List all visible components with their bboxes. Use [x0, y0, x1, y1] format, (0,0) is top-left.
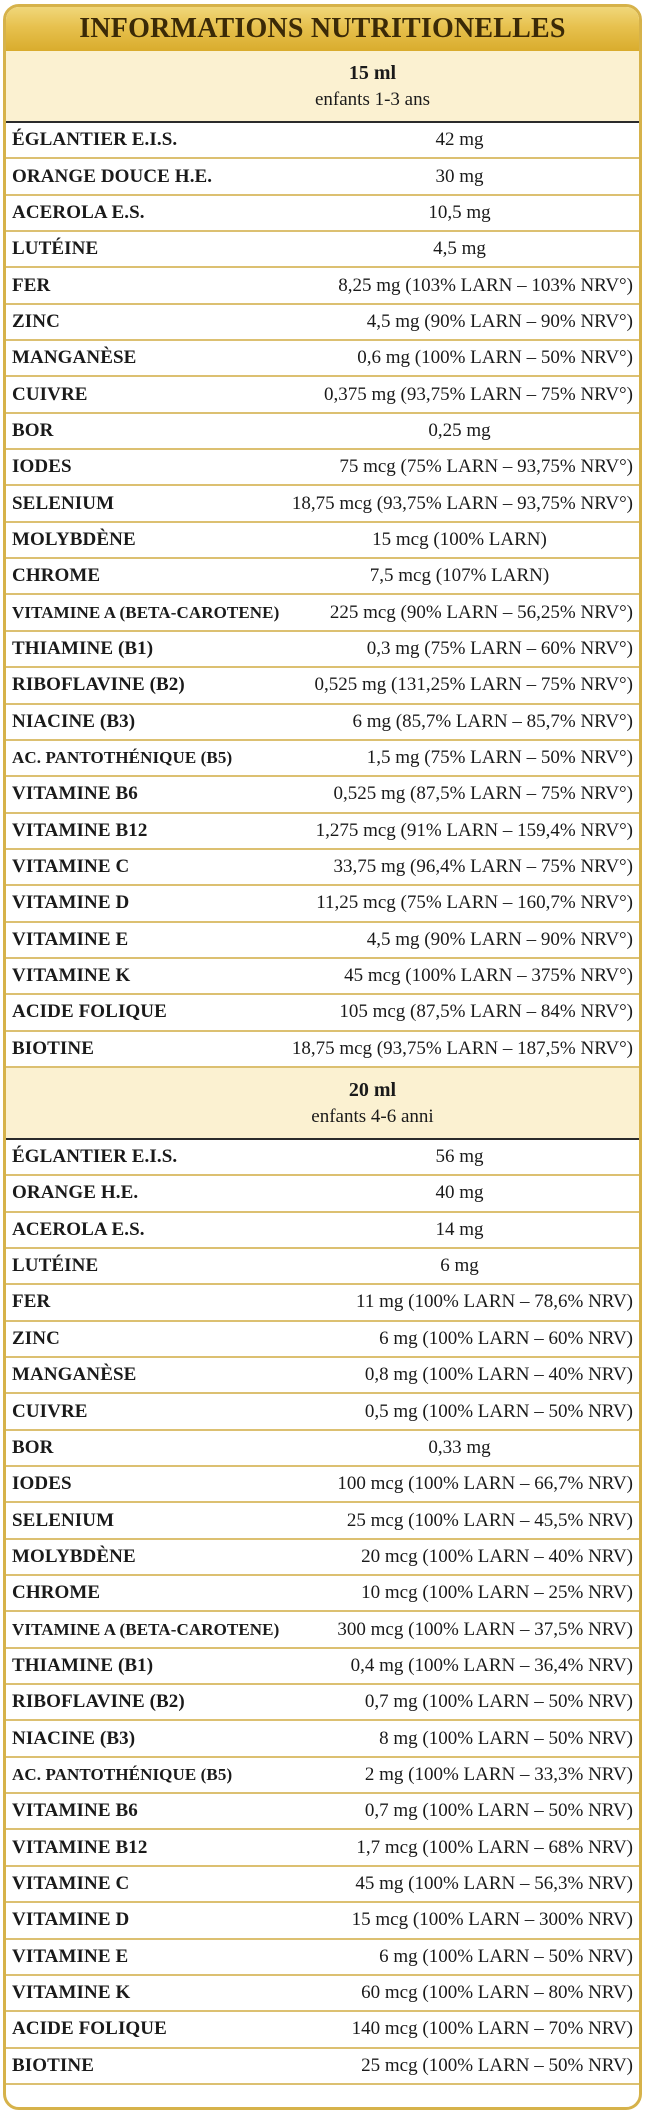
nutrient-name: VITAMINE C — [12, 1872, 130, 1894]
table-row — [6, 741, 639, 777]
table-row — [6, 1285, 639, 1321]
table-row — [6, 1503, 639, 1539]
nutrient-name: VITAMINE B6 — [12, 783, 138, 805]
nutrient-value: 45 mg (100% LARN – 56,3% NRV) — [355, 1872, 633, 1894]
table-row — [6, 850, 639, 886]
serving-quantity: 20 ml — [348, 1078, 397, 1101]
nutrient-name: FER — [12, 274, 51, 296]
nutrient-name: CUIVRE — [12, 383, 88, 405]
table-row — [6, 559, 639, 595]
nutrient-value: 4,5 mg — [433, 238, 486, 260]
table-row — [6, 1032, 639, 1068]
table-row — [6, 1213, 639, 1249]
table-row — [6, 1249, 639, 1285]
section-header — [6, 51, 639, 123]
nutrient-value: 45 mcg (100% LARN – 375% NRV°) — [344, 965, 633, 987]
nutrient-name: ACIDE FOLIQUE — [12, 2018, 167, 2040]
nutrient-value: 33,75 mg (96,4% LARN – 75% NRV°) — [333, 856, 633, 878]
nutrient-name: VITAMINE B12 — [12, 1836, 148, 1858]
nutrient-name: BOR — [12, 1436, 54, 1458]
nutrient-value: 2 mg (100% LARN – 33,3% NRV) — [364, 1763, 633, 1785]
nutrient-name: ORANGE H.E. — [12, 1182, 139, 1204]
nutrient-value: 25 mcg (100% LARN – 50% NRV) — [361, 2054, 633, 2076]
nutrient-value: 1,7 mcg (100% LARN – 68% NRV) — [356, 1836, 633, 1858]
table-row — [6, 1358, 639, 1394]
nutrient-value: 6 mg (100% LARN – 60% NRV) — [379, 1327, 633, 1349]
nutrient-name: CHROME — [12, 565, 101, 587]
nutrient-name: MANGANÈSE — [12, 1364, 137, 1386]
table-row — [6, 377, 639, 413]
table-row — [6, 2049, 639, 2085]
table-row — [6, 123, 639, 159]
nutrient-name: AC. PANTOTHÉNIQUE (B5) — [12, 1764, 233, 1784]
nutrient-name: CHROME — [12, 1582, 101, 1604]
nutrient-name: VITAMINE K — [12, 965, 131, 987]
table-row — [6, 1830, 639, 1866]
nutrient-name: VITAMINE D — [12, 1909, 130, 1931]
nutrient-value: 14 mg — [435, 1218, 484, 1240]
table-row — [6, 1431, 639, 1467]
table-row — [6, 886, 639, 922]
table-row — [6, 1176, 639, 1212]
table-row — [6, 159, 639, 195]
nutrient-name: CUIVRE — [12, 1400, 88, 1422]
table-row — [6, 1576, 639, 1612]
nutrient-name: VITAMINE A (BETA-CAROTENE) — [12, 602, 280, 622]
nutrient-name: LUTÉINE — [12, 238, 99, 260]
nutrient-value: 105 mcg (87,5% LARN – 84% NRV°) — [339, 1001, 633, 1023]
table-row — [6, 1758, 639, 1794]
nutrient-value: 56 mg — [435, 1146, 484, 1168]
nutrient-name: FER — [12, 1291, 51, 1313]
nutrient-name: MOLYBDÈNE — [12, 1545, 136, 1567]
age-group: enfants 4-6 anni — [311, 1105, 434, 1127]
nutrient-name: ÉGLANTIER E.I.S. — [12, 1146, 178, 1168]
nutrient-name: VITAMINE K — [12, 1982, 131, 2004]
nutrient-name: BIOTINE — [12, 1037, 95, 1059]
nutrient-name: ACEROLA E.S. — [12, 201, 145, 223]
nutrient-value: 100 mcg (100% LARN – 66,7% NRV) — [337, 1473, 633, 1495]
nutrient-name: ZINC — [12, 1327, 60, 1349]
nutrition-info-panel — [3, 4, 642, 2110]
nutrient-value: 60 mcg (100% LARN – 80% NRV) — [361, 1982, 633, 2004]
nutrient-value: 225 mcg (90% LARN – 56,25% NRV°) — [329, 601, 633, 623]
nutrient-name: SELENIUM — [12, 1509, 115, 1531]
nutrient-name: BOR — [12, 419, 54, 441]
nutrient-name: ZINC — [12, 310, 60, 332]
table-row — [6, 305, 639, 341]
nutrient-name: VITAMINE E — [12, 928, 129, 950]
table-row — [6, 1721, 639, 1757]
nutrient-value: 40 mg — [435, 1182, 484, 1204]
table-row — [6, 995, 639, 1031]
nutrient-value: 0,3 mg (75% LARN – 60% NRV°) — [366, 637, 633, 659]
nutrient-value: 30 mg — [435, 165, 484, 187]
table-row — [6, 1649, 639, 1685]
nutrient-name: VITAMINE E — [12, 1945, 129, 1967]
nutrient-value: 7,5 mcg (107% LARN) — [369, 565, 550, 587]
table-row — [6, 1467, 639, 1503]
nutrient-name: VITAMINE D — [12, 892, 130, 914]
nutrient-name: NIACINE (B3) — [12, 1727, 136, 1749]
table-row — [6, 632, 639, 668]
table-row — [6, 705, 639, 741]
table-row — [6, 1612, 639, 1648]
table-row — [6, 523, 639, 559]
nutrient-value: 75 mcg (75% LARN – 93,75% NRV°) — [339, 456, 633, 478]
table-row — [6, 232, 639, 268]
table-row — [6, 1976, 639, 2012]
nutrient-name: AC. PANTOTHÉNIQUE (B5) — [12, 748, 233, 768]
nutrient-name: LUTÉINE — [12, 1255, 99, 1277]
nutrient-value: 10,5 mg — [428, 201, 491, 223]
nutrient-value: 6 mg (100% LARN – 50% NRV) — [379, 1945, 633, 1967]
table-row — [6, 268, 639, 304]
table-row — [6, 1867, 639, 1903]
nutrient-value: 0,7 mg (100% LARN – 50% NRV) — [364, 1800, 633, 1822]
nutrient-name: MOLYBDÈNE — [12, 528, 136, 550]
table-row — [6, 414, 639, 450]
nutrient-value: 0,8 mg (100% LARN – 40% NRV) — [364, 1364, 633, 1386]
table-row — [6, 959, 639, 995]
table-row — [6, 1940, 639, 1976]
nutrient-value: 0,5 mg (100% LARN – 50% NRV) — [364, 1400, 633, 1422]
nutrient-value: 6 mg — [440, 1255, 479, 1277]
nutrient-value: 0,33 mg — [428, 1436, 491, 1458]
nutrient-value: 18,75 mcg (93,75% LARN – 187,5% NRV°) — [291, 1037, 633, 1059]
table-row — [6, 595, 639, 631]
nutrient-value: 18,75 mcg (93,75% LARN – 93,75% NRV°) — [291, 492, 633, 514]
table-row — [6, 1685, 639, 1721]
table-row — [6, 196, 639, 232]
nutrient-value: 1,275 mcg (91% LARN – 159,4% NRV°) — [315, 819, 633, 841]
nutrient-value: 15 mcg (100% LARN – 300% NRV) — [351, 1909, 633, 1931]
table-row — [6, 923, 639, 959]
nutrient-name: THIAMINE (B1) — [12, 1654, 154, 1676]
nutrient-value: 42 mg — [435, 129, 484, 151]
section-header — [6, 1068, 639, 1140]
nutrient-name: VITAMINE B12 — [12, 819, 148, 841]
nutrient-value: 0,25 mg — [428, 419, 491, 441]
nutrient-value: 0,525 mg (131,25% LARN – 75% NRV°) — [314, 674, 633, 696]
nutrient-value: 15 mcg (100% LARN) — [372, 528, 547, 550]
nutrient-value: 0,525 mg (87,5% LARN – 75% NRV°) — [333, 783, 633, 805]
nutrient-name: ACEROLA E.S. — [12, 1218, 145, 1240]
nutrient-value: 10 mcg (100% LARN – 25% NRV) — [361, 1582, 633, 1604]
nutrient-value: 11,25 mcg (75% LARN – 160,7% NRV°) — [316, 892, 633, 914]
table-row — [6, 1903, 639, 1939]
table-row — [6, 486, 639, 522]
nutrient-name: NIACINE (B3) — [12, 710, 136, 732]
nutrient-name: SELENIUM — [12, 492, 115, 514]
table-row — [6, 2012, 639, 2048]
nutrient-value: 4,5 mg (90% LARN – 90% NRV°) — [366, 928, 633, 950]
nutrient-name: THIAMINE (B1) — [12, 637, 154, 659]
table-row — [6, 341, 639, 377]
table-row — [6, 1322, 639, 1358]
nutrient-value: 8 mg (100% LARN – 50% NRV) — [379, 1727, 633, 1749]
nutrient-value: 0,7 mg (100% LARN – 50% NRV) — [364, 1691, 633, 1713]
nutrient-value: 1,5 mg (75% LARN – 50% NRV°) — [366, 747, 633, 769]
nutrient-name: VITAMINE A (BETA-CAROTENE) — [12, 1619, 280, 1639]
panel-title: INFORMATIONS NUTRITIONELLES — [6, 7, 639, 51]
table-row — [6, 668, 639, 704]
nutrient-value: 300 mcg (100% LARN – 37,5% NRV) — [337, 1618, 633, 1640]
nutrient-name: IODES — [12, 1473, 72, 1495]
nutrition-table — [6, 51, 639, 2085]
table-row — [6, 1140, 639, 1176]
nutrient-name: RIBOFLAVINE (B2) — [12, 674, 185, 696]
nutrient-value: 11 mg (100% LARN – 78,6% NRV) — [356, 1291, 633, 1313]
table-row — [6, 1540, 639, 1576]
age-group: enfants 1-3 ans — [314, 89, 431, 110]
nutrient-value: 20 mcg (100% LARN – 40% NRV) — [361, 1545, 633, 1567]
nutrient-name: ORANGE DOUCE H.E. — [12, 165, 213, 187]
nutrient-name: ACIDE FOLIQUE — [12, 1001, 167, 1023]
nutrient-value: 0,4 mg (100% LARN – 36,4% NRV) — [350, 1654, 633, 1676]
nutrient-name: IODES — [12, 456, 72, 478]
nutrient-value: 8,25 mg (103% LARN – 103% NRV°) — [338, 274, 633, 296]
nutrient-value: 25 mcg (100% LARN – 45,5% NRV) — [346, 1509, 633, 1531]
nutrient-name: VITAMINE B6 — [12, 1800, 138, 1822]
table-row — [6, 814, 639, 850]
table-row — [6, 1394, 639, 1430]
nutrient-value: 0,6 mg (100% LARN – 50% NRV°) — [357, 347, 633, 369]
table-row — [6, 1794, 639, 1830]
nutrient-name: RIBOFLAVINE (B2) — [12, 1691, 185, 1713]
table-row — [6, 450, 639, 486]
nutrient-name: BIOTINE — [12, 2054, 95, 2076]
serving-quantity: 15 ml — [348, 62, 397, 84]
nutrient-name: VITAMINE C — [12, 856, 130, 878]
nutrient-value: 6 mg (85,7% LARN – 85,7% NRV°) — [352, 710, 633, 732]
nutrient-name: MANGANÈSE — [12, 347, 137, 369]
nutrient-value: 4,5 mg (90% LARN – 90% NRV°) — [366, 310, 633, 332]
table-row — [6, 777, 639, 813]
nutrient-value: 140 mcg (100% LARN – 70% NRV) — [351, 2018, 633, 2040]
nutrient-value: 0,375 mg (93,75% LARN – 75% NRV°) — [323, 383, 633, 405]
nutrient-name: ÉGLANTIER E.I.S. — [12, 129, 178, 151]
